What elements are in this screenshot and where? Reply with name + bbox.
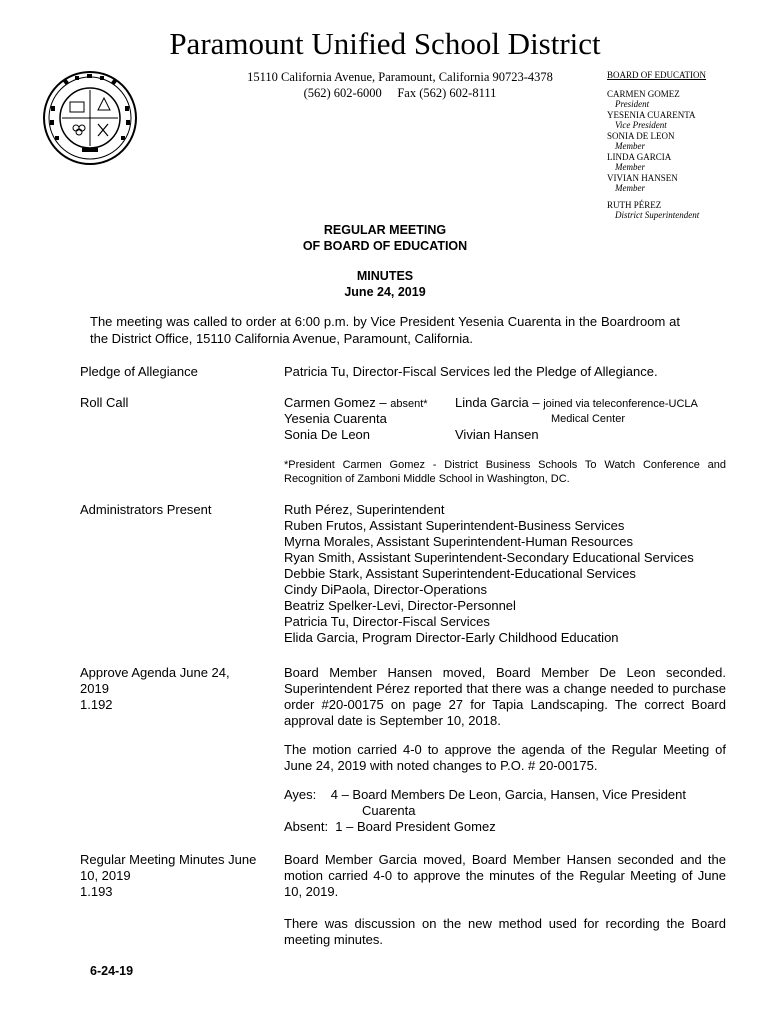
administrator-name: Ryan Smith, Assistant Superintendent-Secondary Educational Services [284,550,694,565]
administrator-name: Patricia Tu, Director-Fiscal Services [284,614,490,629]
administrators-list [284,502,726,646]
agenda-ayes-cont-text: Cuarenta [362,803,416,818]
minutes-label-line: 10, 2019 [80,868,131,883]
pledge-text: Patricia Tu, Director-Fiscal Services led the Pledge of Allegiance. [284,364,658,379]
board-member-role: Member [615,183,645,193]
district-seal-icon [42,70,138,166]
district-phone: (562) 602-6000 Fax (562) 602-8111 [303,86,497,100]
roll-call-name: Vivian Hansen [455,427,539,442]
board-heading: BOARD OF EDUCATION [607,70,707,80]
administrator-name: Ruth Pérez, Superintendent [284,502,445,517]
board-member-name: YESENIA CUARENTA [607,109,696,120]
agenda-label-line: 2019 [80,681,109,696]
agenda-item-label [80,665,275,713]
administrator-name: Cindy DiPaola, Director-Operations [284,582,488,597]
board-member-name: CARMEN GOMEZ [607,88,680,99]
administrator-name: Ruben Frutos, Assistant Superintendent-Business Services [284,518,625,533]
superintendent-name: RUTH PÉREZ [607,199,662,210]
minutes-motion: Board Member Garcia moved, Board Member Hansen seconded and the motion carried 4-0 to approve the minutes of the Regular Meeting of June 10, 2019. [284,852,726,899]
meeting-date: June 24, 2019 [344,285,426,299]
board-member-role: Member [615,162,645,172]
roll-call-note: Medical Center [551,413,625,425]
administrator-name: Myrna Morales, Assistant Superintendent-Human Resources [284,534,633,549]
pledge-label: Pledge of Allegiance [80,364,198,379]
district-address: 15110 California Avenue, Paramount, California 90723-4378 [247,70,553,84]
roll-call-name: Yesenia Cuarenta [284,411,387,426]
board-member-name: SONIA DE LEON [607,130,675,141]
agenda-paragraph: Board Member Hansen moved, Board Member De Leon seconded. Superintendent Pérez reported that there was a change needed to purchase order #20-00175 on page 27 for Tapia Landscaping. The correct Board approval date is September 10, 2018. [284,665,726,728]
minutes-heading: MINUTES [356,269,414,283]
minutes-item-number: 1.193 [80,884,113,899]
agenda-ayes: Ayes: 4 – Board Members De Leon, Garcia, Hansen, Vice President [284,787,687,802]
agenda-ayes-cont [284,803,726,819]
board-member-role: Member [615,141,645,151]
administrator-name: Elida Garcia, Program Director-Early Childhood Education [284,630,619,645]
board-member-role: President [615,99,650,109]
board-member-role: Vice President [615,120,667,130]
page-footer-date: 6-24-19 [90,964,134,978]
superintendent-role: District Superintendent [615,210,700,220]
roll-call-footnote: *President Carmen Gomez - District Business Schools To Watch Conference and Recognition of Zamboni Middle School in Washington, DC. [284,459,726,485]
roll-call-garcia [455,395,698,412]
agenda-absent: Absent: 1 – Board President Gomez [284,819,496,834]
district-address-block [170,69,630,101]
agenda-item-number: 1.192 [80,697,113,712]
minutes-discussion: There was discussion on the new method used for recording the Board meeting minutes. [284,916,726,947]
roll-call-note: absent* [390,398,428,410]
administrator-name: Beatriz Spelker-Levi, Director-Personnel [284,598,516,613]
meeting-type: REGULAR MEETING [323,223,447,237]
agenda-label-line: Approve Agenda June 24, [80,665,230,680]
administrators-label: Administrators Present [80,502,212,517]
board-member-name: LINDA GARCIA [607,151,672,162]
roll-call-name: Sonia De Leon [284,427,371,442]
roll-call-note: joined via teleconference-UCLA [543,398,698,410]
board-member-name: VIVIAN HANSEN [607,172,678,183]
minutes-label-line: Regular Meeting Minutes June [80,852,257,867]
roll-call-name: Carmen Gomez – [284,395,387,410]
meeting-body: OF BOARD OF EDUCATION [302,239,468,253]
roll-call-label: Roll Call [80,395,129,410]
district-title: Paramount Unified School District [169,26,601,61]
intro-paragraph: The meeting was called to order at 6:00 p.m. by Vice President Yesenia Cuarenta in the Boardroom at the District Office, 15110 California Avenue, Paramount, California. [90,314,680,346]
administrator-name: Debbie Stark, Assistant Superintendent-Educational Services [284,566,636,581]
roll-call-name: Linda Garcia – [455,395,540,410]
board-roster [607,70,757,221]
agenda-motion: The motion carried 4-0 to approve the agenda of the Regular Meeting of June 24, 2019 with noted changes to P.O. # 20-00175. [284,742,726,773]
minutes-item-label [80,852,275,900]
